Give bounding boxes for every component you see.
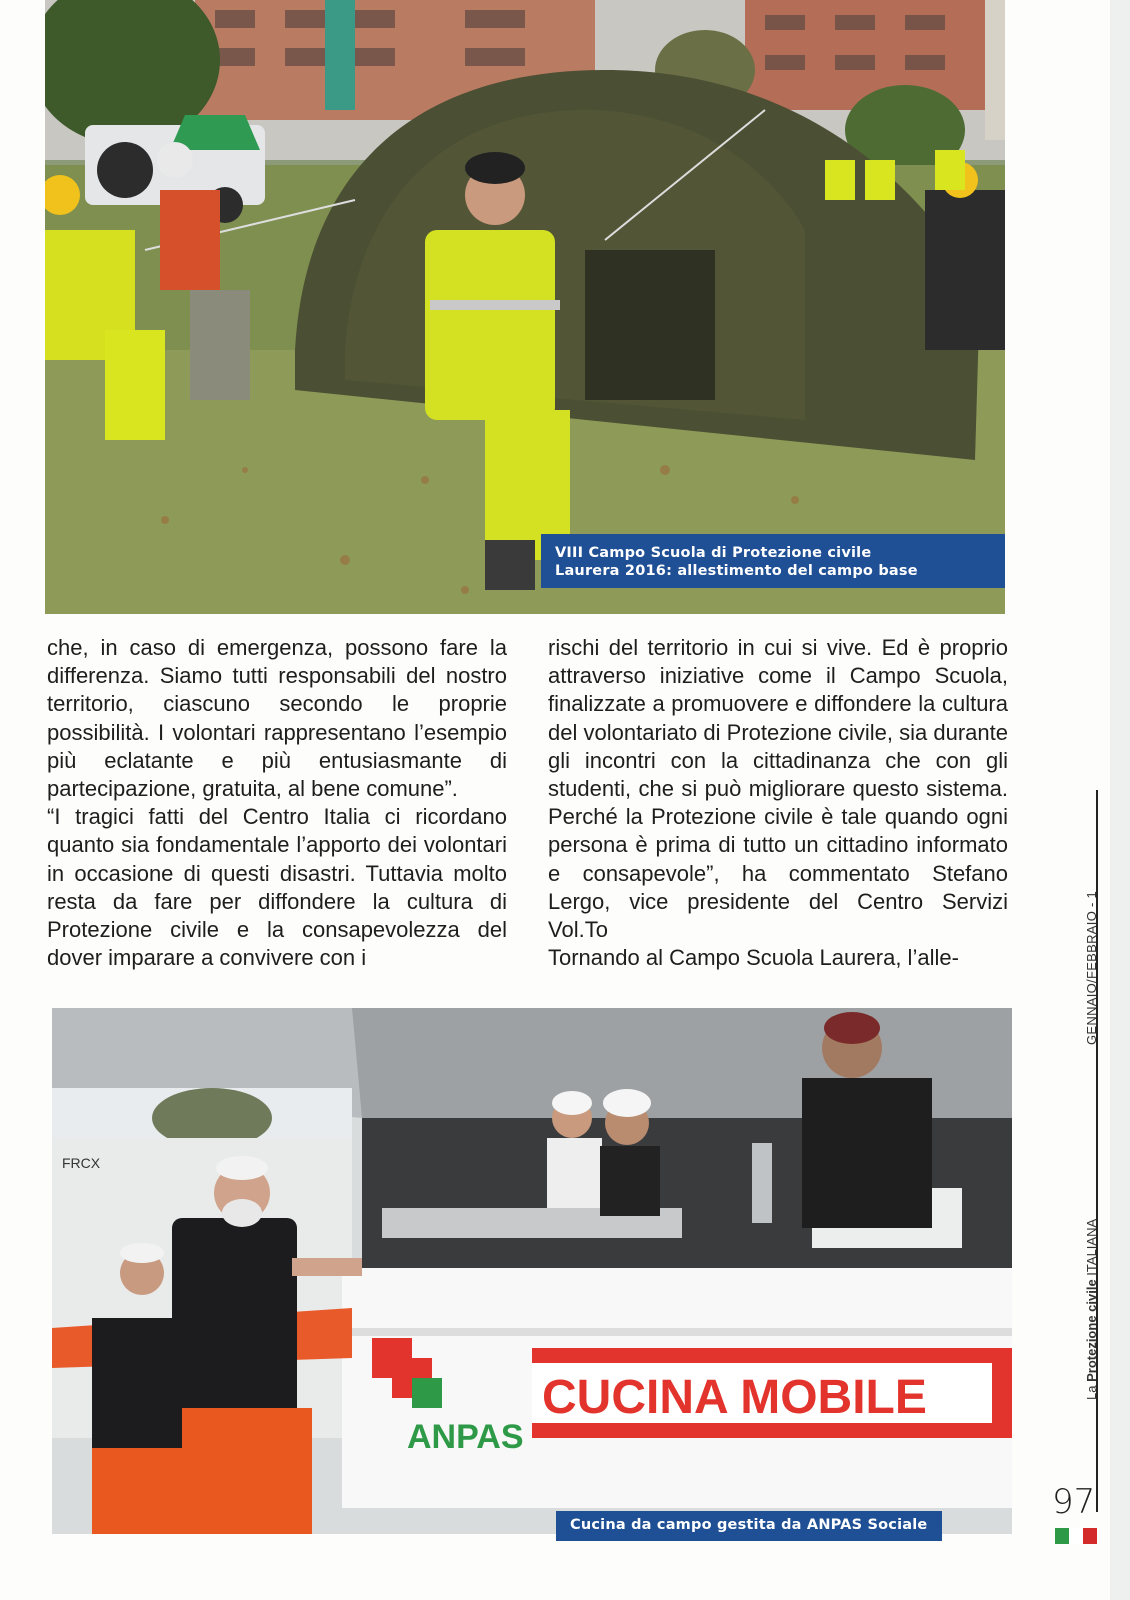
kitchen-photo-illustration xyxy=(52,1008,1012,1534)
paragraph: che, in caso di emergenza, possono fare la differenza. Siamo tutti responsabili del nostro territorio, ciascuno secondo le proprie possibilità. I volontari rappresentano l’esempio più eclatante e più entusiasmante di partecipazione, gratuita, al bene comune”. xyxy=(47,635,507,802)
magazine-prefix: La xyxy=(1084,1385,1099,1400)
truck-plate-text: FRCX xyxy=(62,1155,101,1171)
issue-label: GENNAIO/FEBBRAIO - 1 xyxy=(1084,890,1099,1045)
svg-text:La Protezione civile xyxy=(1084,1219,1099,1400)
paragraph: rischi del territorio in cui si vive. Ed è proprio attraverso iniziative come il Campo Scuola, finalizzate a promuovere e diffondere la cultura del volontariato di Protezione civile, sia durante gli incontri con la cittadinanza che con gli studenti, che si può migliorare questo sistema. Perché la Protezione civile è tale quando ogni persona è prima di tutto un cittadino informato e consapevole”, ha commentato Stefano Lergo, vice presidente del Centro Servizi Vol.To xyxy=(548,635,1008,943)
page-number: 97 xyxy=(1052,1482,1096,1522)
photo-tent-setup xyxy=(45,0,1005,614)
article-column-right xyxy=(548,634,1008,972)
anpas-logo-text: ANPAS xyxy=(407,1418,524,1456)
running-head xyxy=(1078,840,1104,1400)
italian-flag-icon xyxy=(1055,1528,1097,1544)
photo-caption-bottom: Cucina da campo gestita da ANPAS Sociale xyxy=(556,1511,942,1541)
caption-line-1: VIII Campo Scuola di Protezione civile xyxy=(555,545,872,561)
paragraph: “I tragici fatti del Centro Italia ci ricordano quanto sia fondamentale l’apporto dei volontari in occasione di questi disastri. Tuttavia molto resta da fare per diffondere la cultura di Protezione civile e la consapevolezza del dover imparare a convivere con i xyxy=(47,804,507,971)
article-column-left xyxy=(47,634,507,972)
photo-caption-top xyxy=(541,534,1005,588)
page-edge-shade xyxy=(1110,0,1130,1600)
magazine-name: Protezione civile xyxy=(1084,1279,1099,1382)
paragraph: Tornando al Campo Scuola Laurera, l’alle- xyxy=(548,945,959,971)
tent-photo-illustration xyxy=(45,0,1005,614)
caption-line-2: Laurera 2016: allestimento del campo base xyxy=(555,563,918,579)
svg-text:GENNAIO/FEBBRAIO - 1 xyxy=(1084,891,1099,1045)
magazine-suffix: ITALIANA xyxy=(1084,1218,1099,1276)
photo-mobile-kitchen xyxy=(52,1008,1012,1534)
running-head-text xyxy=(1078,840,1104,1400)
cucina-mobile-sign: CUCINA MOBILE xyxy=(542,1371,927,1424)
